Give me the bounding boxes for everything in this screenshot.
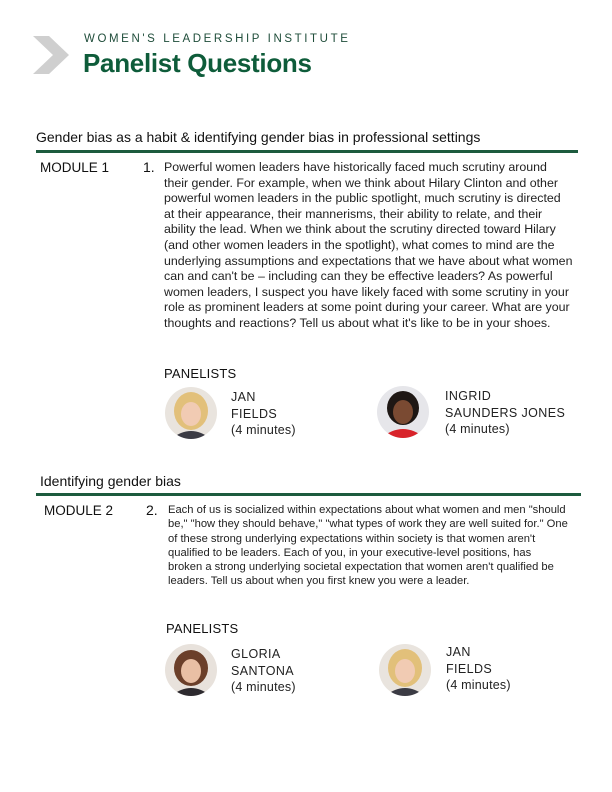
panelist-photo-jan-fields-2 <box>379 644 431 696</box>
module-label-1: MODULE 1 <box>40 160 110 175</box>
panelist-name-ingrid-saunders-jones: INGRID SAUNDERS JONES (4 minutes) <box>445 389 566 436</box>
question-number-1: 1. <box>143 159 155 175</box>
question-text-2: Each of us is socialized within expectations about what women and men "should be," "how they should behave," "what types of work they are well suited for." One of these strong underlying expectations within society is that women aren't qualified to be leaders. Each of you, in your executive-level positions, has broken a strong underlying societal expectation that women aren't qualified be leaders. Tell us about when you first knew you were a leader. <box>168 504 568 588</box>
panelist-name-jan-fields-2: JAN FIELDS (4 minutes) <box>446 645 511 692</box>
panelists-label-2: PANELISTS <box>166 621 239 636</box>
institute-name: WOMEN'S LEADERSHIP INSTITUTE <box>84 33 351 45</box>
page-title: Panelist Questions <box>83 48 312 78</box>
panelist-name-jan-fields: JAN FIELDS (4 minutes) <box>231 390 296 437</box>
section-divider-1 <box>36 150 578 153</box>
module-label-2: MODULE 2 <box>44 503 114 518</box>
section-heading-2: Identifying gender bias <box>40 473 181 489</box>
panelist-photo-gloria-santona <box>165 644 217 696</box>
question-text-1: Powerful women leaders have historically faced much scrutiny around their gender. For example, when we think about Hilary Clinton and other powerful women leaders in the public spotlight, much scrutiny is directed at their appearance, their mannerisms, their ability to relate, and their ability the lead. When we think about the scrutiny directed toward Hilary (and other women leaders in the spotlight), what comes to mind are the underlying assumptions and expectations that we have about what women can and can't be – including can they be effective leaders? As powerful women leaders, I suspect you have likely faced with some scrutiny in your role as prominent leaders at some point during your career. What are your thoughts and reactions? Tell us about what it's like to be in your shoes. <box>164 160 573 330</box>
section-heading-1: Gender bias as a habit & identifying gender bias in professional settings <box>36 129 481 145</box>
section-divider-2 <box>36 493 581 496</box>
panelists-label-1: PANELISTS <box>164 366 237 381</box>
question-number-2: 2. <box>146 502 158 518</box>
panelist-photo-ingrid-saunders-jones <box>377 386 429 438</box>
panelist-name-gloria-santona: GLORIA SANTONA (4 minutes) <box>231 647 296 694</box>
institute-logo-chevron-icon <box>33 36 69 74</box>
panelist-photo-jan-fields <box>165 387 217 439</box>
